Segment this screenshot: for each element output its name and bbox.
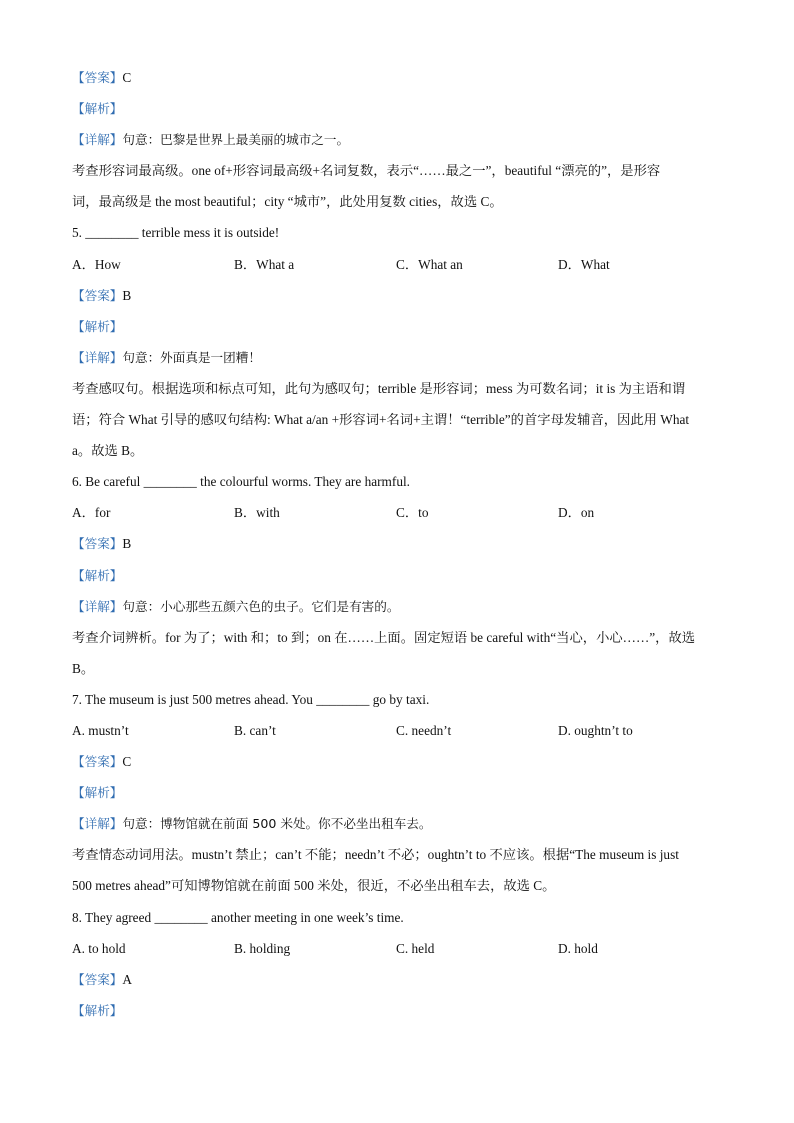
option-c: C. held [396,940,435,956]
option-c: C．What an [396,256,463,272]
option-b: B. can’t [234,722,276,738]
analysis-tag: 【解析】 [72,1002,123,1018]
detail-text: 句意：巴黎是世界上最美丽的城市之一。 [122,132,350,148]
explanation-line [72,404,722,435]
detail-line [72,591,722,622]
question-stem: 6. Be careful ________ the colourful worms. They are harmful. [72,474,410,490]
explanation-line [72,870,722,901]
answer-line [72,62,722,93]
detail-tag: 【详解】 [72,816,123,832]
explanation-text: 考查形容词最高级。one of+形容词最高级+名词复数，表示“……最之一”，beautiful “漂亮的”，是形容 [72,163,661,179]
answer-tag: 【答案】 [72,536,123,552]
option-a: A. mustn’t [72,722,129,738]
analysis-heading [72,93,722,124]
option-c: C. needn’t [396,722,452,738]
explanation-line [72,155,722,186]
answer-value: C [122,70,132,85]
option-d: D. hold [558,940,598,956]
answer-line [72,964,722,995]
option-b: B．What a [234,256,295,272]
analysis-heading [72,995,722,1026]
analysis-tag: 【解析】 [72,567,123,583]
answer-value: B [122,287,132,303]
analysis-heading [72,311,722,342]
analysis-heading [72,777,722,808]
options-row [72,933,722,964]
detail-line [72,342,722,373]
options-row [72,497,722,528]
explanation-line [72,186,722,217]
explanation-text: 词，最高级是 the most beautiful；city “城市”，此处用复数 cities，故选 C。 [72,194,503,210]
explanation-text: a。故选 B。 [72,443,144,459]
explanation-line [72,653,722,684]
answer-tag: 【答案】 [72,754,123,770]
question-stem: 7. The museum is just 500 metres ahead. You ________ go by taxi. [72,691,430,707]
answer-line [72,746,722,777]
option-d: D．on [558,505,595,521]
question-stem: 8. They agreed ________ another meeting in one week’s time. [72,909,404,925]
option-a: A．for [72,505,111,521]
detail-line [72,124,722,155]
explanation-text: 考查情态动词用法。mustn’t 禁止；can’t 不能；needn’t 不必；oughtn’t to 不应该。根据“The museum is just [72,847,679,863]
option-d: D. oughtn’t to [558,722,633,738]
detail-text: 句意：小心那些五颜六色的虫子。它们是有害的。 [122,598,400,614]
analysis-tag: 【解析】 [72,101,123,117]
explanation-text: 考查感叹句。根据选项和标点可知，此句为感叹句；terrible 是形容词；mess 为可数名词；it is 为主语和谓 [72,380,686,396]
answer-tag: 【答案】 [72,70,123,85]
detail-text: 句意：博物馆就在前面 500 米处。你不必坐出租车去。 [122,816,432,832]
explanation-line [72,435,722,466]
answer-value: B [122,536,132,552]
detail-tag: 【详解】 [72,132,123,148]
explanation-line [72,622,722,653]
explanation-text: 500 metres ahead”可知博物馆就在前面 500 米处，很近，不必坐出租车去，故选 C。 [72,878,556,894]
option-b: B．with [234,505,280,521]
detail-line [72,808,722,839]
explanation-text: 语；符合 What 引导的感叹句结构: What a/an +形容词+名词+主谓！“terrible”的首字母发辅音，因此用 What [72,412,690,428]
answer-value: C [122,754,132,770]
explanation-line [72,839,722,870]
analysis-heading [72,560,722,591]
explanation-line [72,373,722,404]
option-d: D．What [558,256,610,272]
detail-tag: 【详解】 [72,598,123,614]
detail-tag: 【详解】 [72,349,123,365]
explanation-text: B。 [72,660,95,676]
analysis-tag: 【解析】 [72,318,123,334]
option-a: A. to hold [72,940,126,956]
document-page [72,62,722,1026]
detail-text: 句意：外面真是一团糟！ [122,349,261,365]
options-row [72,715,722,746]
answer-tag: 【答案】 [72,287,123,303]
answer-value: A [122,971,132,987]
option-c: C．to [396,505,429,521]
question-stem: 5. ________ terrible mess it is outside! [72,225,280,241]
analysis-tag: 【解析】 [72,785,123,801]
answer-line [72,528,722,559]
option-a: A．How [72,256,121,272]
option-b: B. holding [234,940,291,956]
explanation-text: 考查介词辨析。for 为了；with 和；to 到；on 在……上面。固定短语 be careful with“当心，小心……”，故选 [72,629,696,645]
answer-line [72,280,722,311]
options-row [72,249,722,280]
answer-tag: 【答案】 [72,971,123,987]
